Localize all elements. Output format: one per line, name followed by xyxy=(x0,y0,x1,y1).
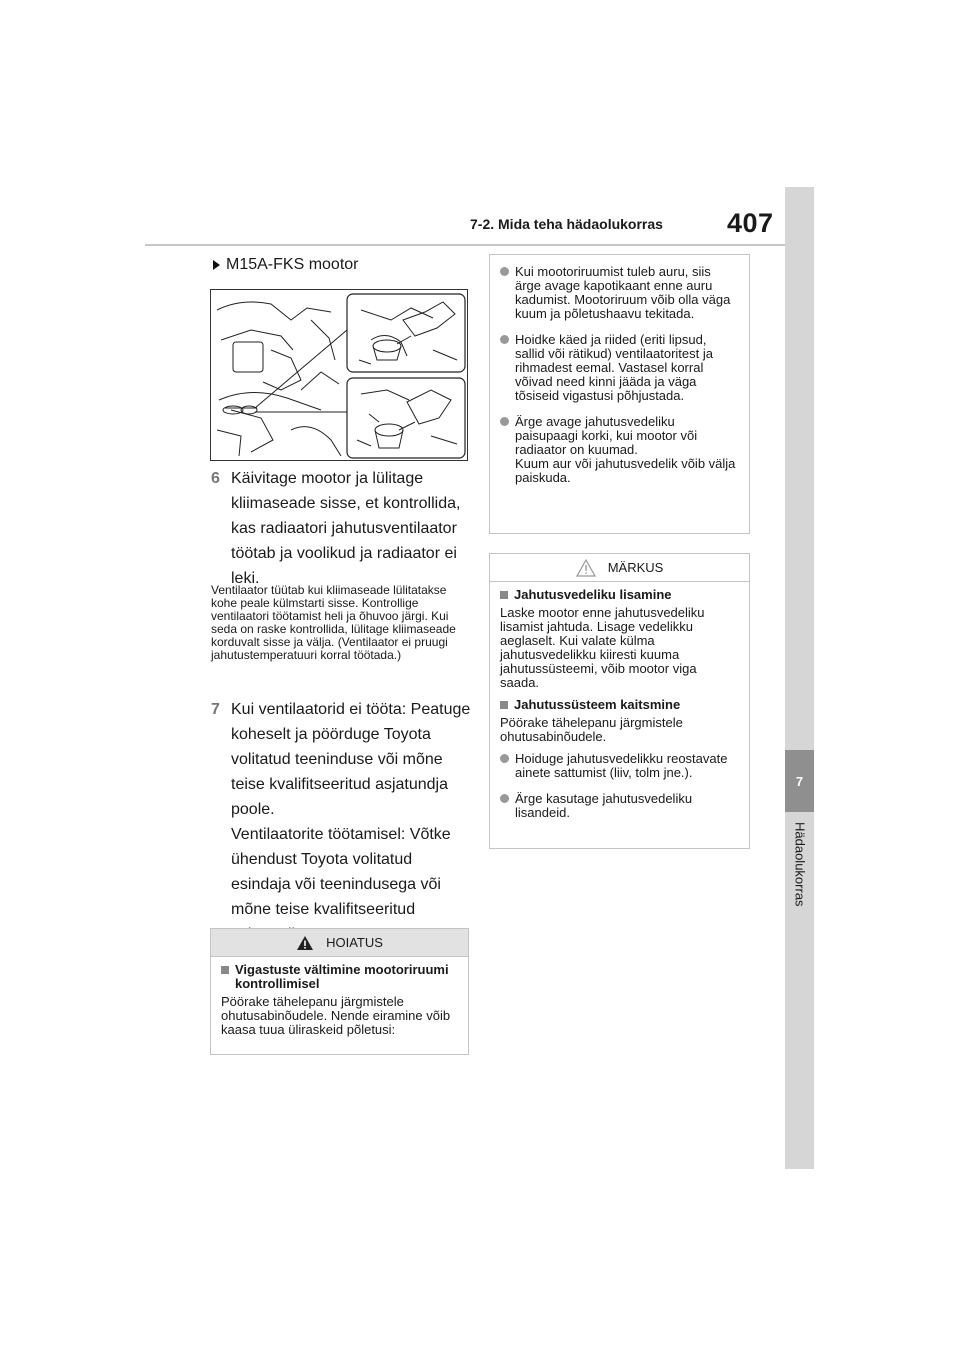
square-bullet-icon xyxy=(500,591,508,599)
header-divider xyxy=(145,244,785,246)
notice-box-header xyxy=(490,554,749,582)
list-item xyxy=(500,265,739,321)
warning-heading-text: Vigastuste vältimine mootoriruumi kontrollimisel xyxy=(235,962,449,991)
warning-box-body xyxy=(211,957,468,1043)
square-bullet-icon xyxy=(500,701,508,709)
step-7-text: Kui ventilaatorid ei tööta: Peatuge koheselt ja pöörduge Toyota volitatud teeninduse või mõne teise kvalifitseeritud asjatundja poole. Ventilaatorite töötamisel: Võtke ühendust Toyota volitatud esindaja või teenindusega või mõne teise kvalifitseeritud xyxy=(231,701,471,918)
chapter-side-tab xyxy=(785,187,814,1169)
warning-box-header xyxy=(211,929,468,957)
warning-triangle-icon xyxy=(296,935,314,951)
list-item xyxy=(500,792,739,820)
circle-bullet-icon xyxy=(500,417,509,426)
chapter-label: Hädaolukorras xyxy=(792,822,808,907)
warning-box xyxy=(210,928,469,1055)
notice-heading-1 xyxy=(500,588,739,602)
notice-box-title: MÄRKUS xyxy=(607,560,664,575)
circle-bullet-icon xyxy=(500,335,509,344)
warning-text: Pöörake tähelepanu järgmistele ohutusabinõudele. Nende eiramine võib kaasa tuua üliraskeid põletusi: xyxy=(221,994,451,1037)
warning-box-title: HOIATUS xyxy=(326,935,383,950)
chapter-number-tab[interactable]: 7 xyxy=(785,750,814,812)
arrow-right-icon xyxy=(213,260,220,270)
warning-continuation-box xyxy=(489,254,750,534)
notice-triangle-icon xyxy=(576,559,596,577)
circle-bullet-icon xyxy=(500,794,509,803)
warning-heading xyxy=(221,963,458,991)
page-number: 407 xyxy=(727,208,774,238)
step-6 xyxy=(211,466,476,591)
step-7 xyxy=(211,697,476,947)
circle-bullet-icon xyxy=(500,754,509,763)
notice-heading-2-text: Jahutussüsteem kaitsmine xyxy=(514,697,681,712)
notice-box-body xyxy=(490,582,749,838)
warning-continuation-body xyxy=(490,255,749,503)
engine-bay-drawing xyxy=(211,290,468,461)
step-6-note: Ventilaator tüütab kui kliimaseade lülitatakse kohe peale külmstarti sisse. Kontrollige ventilaatori töötamist heli ja õhuvoo järgi. Kui seda on raske kontrollida, lülitage kliimaseade korduvalt sisse ja välja. (Ventilaator ei pruugi jahutustemperatuuri korral töötada.) xyxy=(211,583,456,662)
warning-item-text: Kui mootoriruumist tuleb auru, siis ärge avage kapotikaant enne auru kadumist. Mootoriruum võib olla väga kuum ja põletushaavu tekitada. xyxy=(515,264,731,321)
notice-heading-2 xyxy=(500,698,739,712)
notice-item-text: Hoiduge jahutusvedelikku reostavate ainete sattumist (liiv, tolm jne.). xyxy=(515,751,728,780)
section-title: 7-2. Mida teha hädaolukorras xyxy=(470,216,663,232)
warning-item-text: Ärge avage jahutusvedeliku paisupaagi korki, kui mootor või radiaator on kuumad. Kuum aur või jahutusvedelik võib välja paiskuda. xyxy=(515,414,736,485)
engine-heading xyxy=(213,256,358,274)
list-item xyxy=(500,333,739,403)
list-item xyxy=(500,752,739,780)
square-bullet-icon xyxy=(221,966,229,974)
notice-item-text: Ärge kasutage jahutusvedeliku lisandeid. xyxy=(515,791,693,820)
step-6-text: Käivitage mootor ja lülitage kliimaseade sisse, et kontrollida, kas radiaatori jahutusventilaator töötab ja voolikud ja radiaator ei leki. xyxy=(231,470,461,587)
warning-item-text: Hoidke käed ja riided (eriti lipsud, sallid või rätikud) ventilaatoritest ja rihmadest eemal. Vastasel korral võivad need kinni jääda ja väga tõsiseid vigastusi põhjustada. xyxy=(515,332,713,403)
notice-text-2: Pöörake tähelepanu järgmistele ohutusabinõudele. xyxy=(500,715,683,744)
step-6-number: 6 xyxy=(211,470,220,487)
step-7-number: 7 xyxy=(211,701,220,718)
notice-box xyxy=(489,553,750,849)
list-item xyxy=(500,415,739,485)
engine-heading-text: M15A-FKS mootor xyxy=(226,256,359,273)
notice-text-1: Laske mootor enne jahutusvedeliku lisamist jahtuda. Lisage vedelikku aeglaselt. Kui valate külma jahutusvedelikku kiiresti kuuma jahutussüsteemi, võib mootor viga saada. xyxy=(500,605,705,690)
notice-heading-1-text: Jahutusvedeliku lisamine xyxy=(514,587,672,602)
engine-bay-illustration xyxy=(210,289,468,461)
circle-bullet-icon xyxy=(500,267,509,276)
